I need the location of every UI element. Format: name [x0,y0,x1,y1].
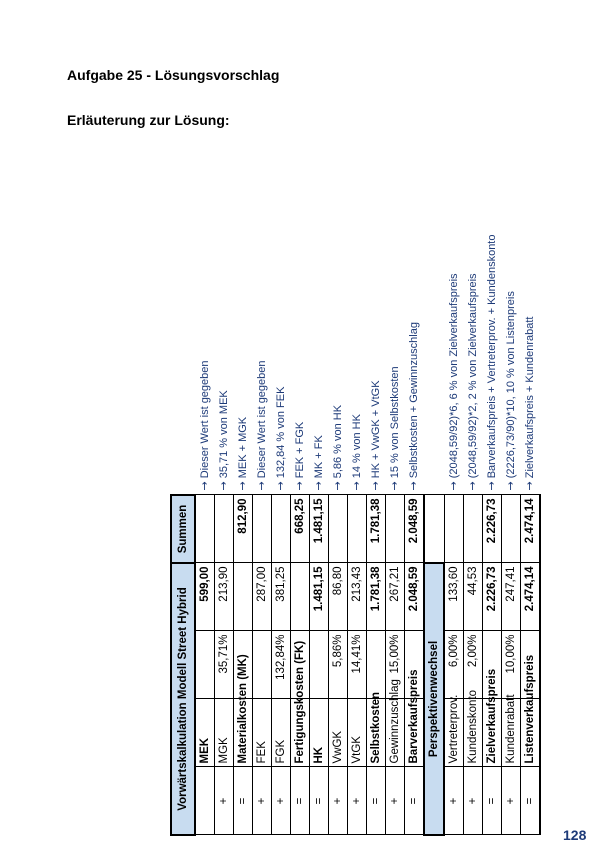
explanation-cell [502,291,521,495]
percent-cell: 132,84% [272,631,291,699]
explanation-text: HK + VwGK + VtGK [370,380,382,479]
arrow-right-icon: → [197,481,211,491]
operator-cell: = [234,767,253,835]
value-cell: 213,90 [215,563,234,631]
explanation-cell [272,386,291,495]
value-cell: 287,00 [253,563,272,631]
explanation-text: MEK + MGK [237,416,249,479]
operator-cell: + [502,767,521,835]
arrow-right-icon: → [274,481,287,491]
value-cell: 1.781,38 [367,563,386,631]
arrow-right-icon: → [236,481,249,491]
sum-cell [348,495,367,563]
explanation-text: Barverkaufspreis + Vertreterprov. + Kundenskonto [486,234,498,479]
arrow-right-icon: → [485,481,498,491]
operator-cell: + [348,767,367,835]
arrow-right-icon: → [293,481,306,491]
table-row [367,427,386,835]
label-cell: Listenverkaufspreis [521,699,541,767]
value-cell: 2.474,14 [521,563,541,631]
section-header: Perspektivenwechsel [424,563,444,835]
label-cell: FEK [253,699,272,767]
explanation-cell [234,416,253,495]
table-row [291,427,310,835]
table-row [310,427,329,835]
table-row [329,427,348,835]
explanation-text: 14 % von HK [351,414,363,479]
table-row [234,427,253,835]
operator-cell: + [329,767,348,835]
label-cell: HK [310,699,329,767]
label-cell: Fertigungskosten (FK) [291,699,310,767]
explanation-cell [521,316,541,495]
sum-cell [272,495,291,563]
table-header-row [171,427,195,835]
operator-cell: = [405,767,425,835]
operator-cell: = [291,767,310,835]
label-cell: Zielverkaufspreis [483,699,502,767]
label-cell: MEK [195,699,215,767]
sum-cell [464,495,483,563]
table-row [464,427,483,835]
sum-cell [444,495,464,563]
label-cell: VwGK [329,699,348,767]
percent-cell: 14,41% [348,631,367,699]
percent-cell: 10,00% [502,631,521,699]
label-cell: Barverkaufspreis [405,699,425,767]
arrow-right-icon: → [255,481,268,491]
operator-cell: + [215,767,234,835]
table-row [272,427,291,835]
explanation-text: Dieser Wert ist gegeben [256,360,268,479]
explanation-cell [329,404,348,495]
page-heading: Aufgabe 25 - Lösungsvorschlag [67,67,280,83]
value-cell [234,563,253,631]
value-cell: 267,21 [386,563,405,631]
operator-cell: = [310,767,329,835]
arrow-right-icon: → [331,481,344,491]
table-row [483,427,502,835]
sum-cell [386,495,405,563]
table-row [253,427,272,835]
arrow-right-icon: → [504,481,517,491]
percent-cell: 2,00% [464,631,483,699]
arrow-right-icon: → [466,481,479,491]
explanation-text: MK + FK [313,435,325,479]
explanation-cell [215,390,234,495]
sum-cell [329,495,348,563]
section-header-row [424,427,444,835]
table-row [444,427,464,835]
arrow-right-icon: → [350,481,363,491]
explanation-cell [464,273,483,495]
value-cell: 2.226,73 [483,563,502,631]
explanation-text: 35,71 % von MEK [218,390,230,479]
sum-cell [195,495,215,563]
explanation-text: (2226,73/90)*10, 10 % von Listenpreis [505,291,517,479]
table-row [348,427,367,835]
explanation-text: Dieser Wert ist gegeben [198,360,211,479]
operator-cell: + [444,767,464,835]
percent-cell: 15,00% [386,631,405,699]
table-row [386,427,405,835]
explanation-text: 15 % von Selbstkosten [389,366,401,479]
percent-cell: 35,71% [215,631,234,699]
operator-cell: + [253,767,272,835]
value-cell: 381,25 [272,563,291,631]
table-row [215,427,234,835]
percent-cell [367,631,386,699]
arrow-right-icon: → [446,481,460,491]
value-cell: 2.048,59 [405,563,425,631]
value-cell [291,563,310,631]
arrow-right-icon: → [369,481,382,491]
label-cell: Kundenrabatt [502,699,521,767]
value-cell: 213,43 [348,563,367,631]
arrow-right-icon: → [523,481,537,491]
sum-cell: 2.048,59 [405,495,425,563]
value-cell: 86,80 [329,563,348,631]
explanation-text: 132,84 % von FEK [275,386,287,479]
operator-cell: = [483,767,502,835]
arrow-right-icon: → [312,481,325,491]
explanation-cell [310,427,329,495]
sum-cell: 1.481,15 [310,495,329,563]
operator-cell [195,767,215,835]
table-row [502,427,521,835]
percent-cell [195,631,215,699]
explanation-cell [444,273,464,495]
value-cell: 44,53 [464,563,483,631]
label-cell: Kundenskonto [464,699,483,767]
explanation-text: FEK + FGK [294,421,306,479]
explanation-cell [348,414,367,495]
explanation-text: Selbstkosten + Gewinnzuschlag [408,322,421,479]
explanation-heading: Erläuterung zur Lösung: [67,112,230,128]
table-row [405,427,425,835]
operator-cell: = [521,767,541,835]
sum-cell: 2.474,14 [521,495,541,563]
operator-cell: + [386,767,405,835]
percent-cell: 6,00% [444,631,464,699]
calculation-table [170,234,541,836]
sum-cell: 2.226,73 [483,495,502,563]
arrow-right-icon: → [407,481,421,491]
percent-cell [310,631,329,699]
operator-cell: + [272,767,291,835]
explanation-cell [291,421,310,495]
explanation-cell [195,360,215,495]
table-row [521,427,541,835]
explanation-text: Zielverkaufspreis + Kundenrabatt [524,316,537,479]
operator-cell: = [367,767,386,835]
sum-cell: 812,90 [234,495,253,563]
explanation-text: (2048,59/92)*2, 2 % von Zielverkaufspreis [467,273,479,479]
explanation-text: (2048,59/92)*6, 6 % von Zielverkaufspreis [447,273,460,479]
label-cell: VtGK [348,699,367,767]
explanation-text: 5,86 % von HK [332,404,344,479]
label-cell: Gewinnzuschlag [386,699,405,767]
table-title: Vorwärtskalkulation Modell Street Hybrid [171,563,195,835]
label-cell: Vertreterprov. [444,699,464,767]
table-row [195,427,215,835]
operator-cell: + [464,767,483,835]
label-cell: Materialkosten (MK) [234,699,253,767]
percent-cell: 5,86% [329,631,348,699]
sum-cell [502,495,521,563]
explanation-cell [367,380,386,495]
explanation-cell [253,360,272,495]
sum-cell [253,495,272,563]
value-cell: 599,00 [195,563,215,631]
sum-cell: 1.781,38 [367,495,386,563]
value-cell: 1.481,15 [310,563,329,631]
label-cell: MGK [215,699,234,767]
sum-cell: 668,25 [291,495,310,563]
label-cell: FGK [272,699,291,767]
explanation-cell [386,366,405,495]
arrow-right-icon: → [217,481,230,491]
value-cell: 133,60 [444,563,464,631]
explanation-cell [405,322,425,495]
explanation-cell [483,234,502,495]
page-number: 128 [563,827,587,843]
label-cell: Selbstkosten [367,699,386,767]
rotated-calculation-table [170,234,537,836]
arrow-right-icon: → [388,481,401,491]
value-cell: 247,41 [502,563,521,631]
sum-column-header: Summen [171,495,195,563]
percent-cell [253,631,272,699]
sum-cell [215,495,234,563]
